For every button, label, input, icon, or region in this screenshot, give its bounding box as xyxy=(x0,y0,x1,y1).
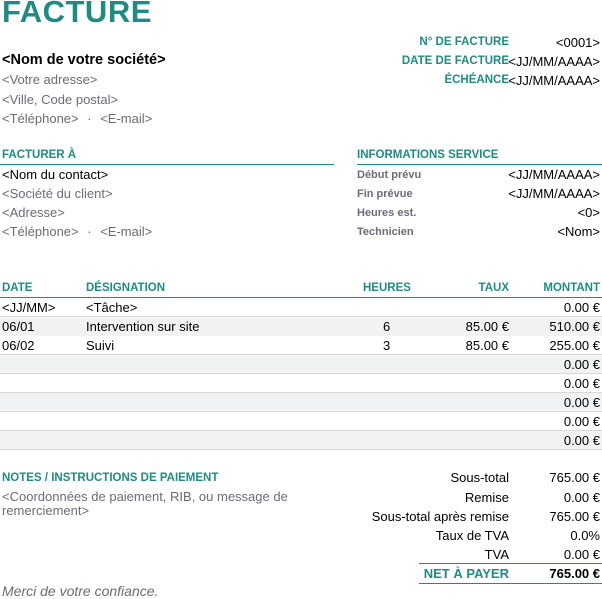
col-header-amount: MONTANT xyxy=(543,282,600,294)
discount-value: 0.00 € xyxy=(563,490,600,505)
table-bottom-rule xyxy=(0,449,602,450)
subtotal-after-discount-value: 765.00 € xyxy=(549,509,600,524)
service-end-value: <JJ/MM/AAAA> xyxy=(508,186,600,201)
total-top-rule xyxy=(419,563,602,564)
service-heading: INFORMATIONS SERVICE xyxy=(357,149,499,161)
company-separator: · xyxy=(87,111,92,126)
cell-amount: 0.00 € xyxy=(563,433,600,448)
due-date-label: ÉCHÉANCE xyxy=(444,74,509,86)
vat-label: TVA xyxy=(484,547,509,562)
cell-amount: 255.00 € xyxy=(549,338,600,353)
col-header-hours: HEURES xyxy=(363,282,411,294)
bill-to-contact-line xyxy=(2,224,152,239)
table-row xyxy=(0,431,602,450)
bill-to-contact: <Nom du contact> xyxy=(2,167,109,182)
company-email: <E-mail> xyxy=(100,111,153,126)
discount-label: Remise xyxy=(464,490,509,505)
row-divider xyxy=(0,430,602,431)
service-hours-value: <0> xyxy=(577,205,600,220)
table-row xyxy=(0,355,602,374)
vat-value: 0.00 € xyxy=(563,547,600,562)
row-divider xyxy=(0,392,602,393)
vat-rate-label: Taux de TVA xyxy=(435,528,509,543)
service-end-label: Fin prévue xyxy=(357,188,413,200)
total-bottom-rule xyxy=(419,583,602,584)
service-technician-label: Technicien xyxy=(357,226,414,238)
subtotal-after-discount-label: Sous-total après remise xyxy=(371,509,509,524)
cell-amount: 0.00 € xyxy=(563,357,600,372)
invoice-number-value: <0001> xyxy=(555,35,600,50)
cell-hours: 6 xyxy=(383,319,391,334)
notes-text-line2: remerciement> xyxy=(2,503,90,518)
bill-to-separator: · xyxy=(87,224,92,239)
service-rule xyxy=(357,164,602,165)
row-divider xyxy=(0,411,602,412)
table-row xyxy=(0,336,602,355)
due-date-value: <JJ/MM/AAAA> xyxy=(508,73,600,88)
cell-amount: 0.00 € xyxy=(563,376,600,391)
table-row xyxy=(0,412,602,431)
subtotal-value: 765.00 € xyxy=(549,470,600,485)
col-header-designation: DÉSIGNATION xyxy=(86,282,166,294)
company-city: <Ville, Code postal> xyxy=(2,92,119,107)
cell-date: <JJ/MM> xyxy=(2,300,56,315)
bill-to-phone: <Téléphone> xyxy=(2,224,79,239)
bill-to-rule xyxy=(0,164,334,165)
subtotal-label: Sous-total xyxy=(450,470,509,485)
notes-text-line1: <Coordonnées de paiement, RIB, ou message de xyxy=(2,489,288,504)
cell-rate: 85.00 € xyxy=(465,338,509,353)
company-name: <Nom de votre société> xyxy=(2,52,166,68)
service-hours-label: Heures est. xyxy=(357,207,417,219)
service-technician-value: <Nom> xyxy=(557,224,600,239)
cell-designation: Suivi xyxy=(86,338,115,353)
invoice-date-value: <JJ/MM/AAAA> xyxy=(508,54,600,69)
notes-heading: NOTES / INSTRUCTIONS DE PAIEMENT xyxy=(2,472,219,484)
vat-rate-value: 0.0% xyxy=(570,528,600,543)
cell-date: 06/02 xyxy=(2,338,35,353)
bill-to-company: <Société du client> xyxy=(2,186,113,201)
col-header-rate: TAUX xyxy=(478,282,509,294)
cell-date: 06/01 xyxy=(2,319,35,334)
service-start-value: <JJ/MM/AAAA> xyxy=(508,167,600,182)
row-divider xyxy=(0,316,602,317)
invoice-date-label: DATE DE FACTURE xyxy=(401,55,509,67)
bill-to-email: <E-mail> xyxy=(100,224,153,239)
service-start-label: Début prévu xyxy=(357,169,422,181)
row-divider xyxy=(0,354,602,355)
invoice-title: FACTURE xyxy=(2,0,152,29)
table-row xyxy=(0,393,602,412)
bill-to-address: <Adresse> xyxy=(2,205,65,220)
cell-amount: 0.00 € xyxy=(563,300,600,315)
cell-designation: <Tâche> xyxy=(86,300,138,315)
table-row xyxy=(0,298,602,317)
cell-designation: Intervention sur site xyxy=(86,319,200,334)
company-phone: <Téléphone> xyxy=(2,111,79,126)
bill-to-heading: FACTURER À xyxy=(2,149,77,161)
total-label: NET À PAYER xyxy=(423,566,509,581)
cell-rate: 85.00 € xyxy=(465,319,509,334)
company-address: <Votre adresse> xyxy=(2,72,98,87)
table-row xyxy=(0,317,602,336)
table-row xyxy=(0,374,602,393)
row-divider xyxy=(0,373,602,374)
col-header-date: DATE xyxy=(2,282,33,294)
cell-hours: 3 xyxy=(383,338,391,353)
cell-amount: 0.00 € xyxy=(563,414,600,429)
total-value: 765.00 € xyxy=(549,566,600,581)
thank-you-note: Merci de votre confiance. xyxy=(2,583,159,599)
cell-amount: 510.00 € xyxy=(549,319,600,334)
invoice-number-label: N° DE FACTURE xyxy=(419,36,509,48)
company-contact-line xyxy=(2,111,152,126)
cell-amount: 0.00 € xyxy=(563,395,600,410)
